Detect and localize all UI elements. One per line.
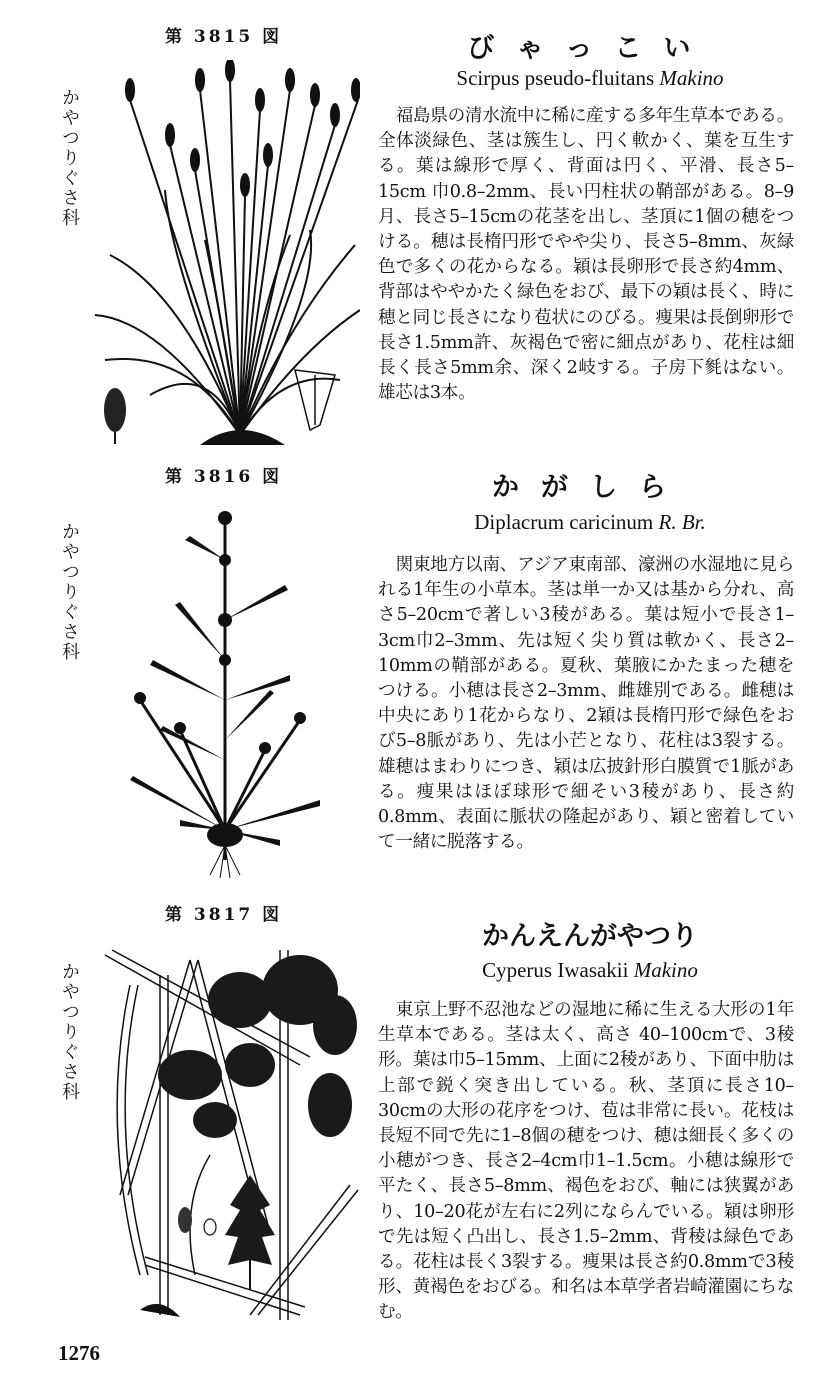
- scientific-name-author: R. Br.: [658, 510, 706, 534]
- scientific-name: [380, 510, 800, 535]
- scientific-name-genus-species: Diplacrum caricinum: [474, 510, 654, 534]
- figure-label-3817: 第 3817 図: [165, 905, 283, 925]
- figure-label-3816: 第 3816 図: [165, 467, 283, 487]
- scientific-name-genus-species: Scirpus pseudo-fluitans: [456, 66, 655, 90]
- family-label: かやつりぐさ科: [59, 88, 80, 228]
- cyperus-plant-illustration: [100, 945, 360, 1325]
- species-description: 東京上野不忍池などの湿地に稀に生える大形の1年生草本である。茎は太く、高さ 40–100cmで、3稜形。葉は巾5–15mm、上面に2稜があり、下面中肋は上部で鋭く突き出している。秋、茎頂に長さ10–30cmの大形の花序をつけ、苞は非常に長い。花枝は長短不同で先に1–8個の穂をつけ、穂は細長く多くの小穂がつき、長さ2–4cm巾1–1.5cm。小穂は線形で平たく、長さ5–8mm、褐色をおび、軸には狭翼があり、10–20花が左右に2列にならんでいる。穎は卵形で先は短く凸出し、長さ1.5–2mm、背稜は緑色である。花柱は長く3裂する。痩果は長さ約0.8mmで3稜形、黄褐色をおびる。和名は本草学者岩崎灌園にちなむ。: [378, 1000, 794, 1323]
- japanese-name: びゃっこい: [467, 33, 713, 64]
- figure-label-3815: 第 3815 図: [165, 27, 283, 47]
- family-label: かやつりぐさ科: [59, 962, 80, 1102]
- family-label: かやつりぐさ科: [59, 522, 80, 662]
- scientific-name-author: Makino: [659, 66, 724, 90]
- diplacrum-plant-illustration: [100, 500, 365, 880]
- scientific-name-genus-species: Cyperus Iwasakii: [482, 958, 629, 982]
- scientific-name: [380, 66, 800, 91]
- page-number: 1276: [58, 1341, 100, 1365]
- japanese-name: かがしら: [492, 472, 688, 503]
- scientific-name: [380, 958, 800, 983]
- species-description: 福島県の清水流中に稀に産する多年生草本である。全体淡緑色、茎は簇生し、円く軟かく、葉を互生する。葉は線形で厚く、背面は円く、平滑、長さ5–15cm 巾0.8–2mm、長い円柱状の鞘部がある。8–9月、長さ5–15cmの花茎を出し、茎頂に1個の穂をつける。穂は長楕円形でやや尖り、長さ5–8mm、灰緑色で多くの花からなる。穎は長卵形で長さ約4mm、背部はややかたく緑色をおび、最下の穎は長く、時に穂と同じ長さになり苞状にのびる。痩果は長倒卵形で長さ1.5mm許、灰褐色で密に細点があり、花柱は細長く長さ5mm余、深く2岐する。子房下毿はない。雄芯は3本。: [378, 106, 794, 404]
- species-description: 関東地方以南、アジア東南部、濠洲の水湿地に見られる1年生の小草本。茎は単一か又は基から分れ、高さ5–20cmで著しい3稜がある。葉は短小で長さ1–3cm巾2–3mm、先は短く尖り質は軟かく、長さ2–10mmの鞘部がある。夏秋、葉腋にかたまった穂をつける。小穂は長さ2–3mm、雌雄別である。雌穂は中央にあり1花からなり、2穎は長楕円形で緑色をおび5–8脈があり、先は小芒となり、花柱は3裂する。雄穂はまわりにつき、穎は広披針形白膜質で1脈がある。痩果はほぼ球形で細そい3稜があり、長さ約0.8mm、表面に脈状の隆起があり、穎と密着していて一緒に脱落する。: [378, 555, 794, 853]
- japanese-name: かんえんがやつり: [482, 921, 698, 952]
- scirpus-plant-illustration: [90, 60, 360, 445]
- scientific-name-author: Makino: [633, 958, 698, 982]
